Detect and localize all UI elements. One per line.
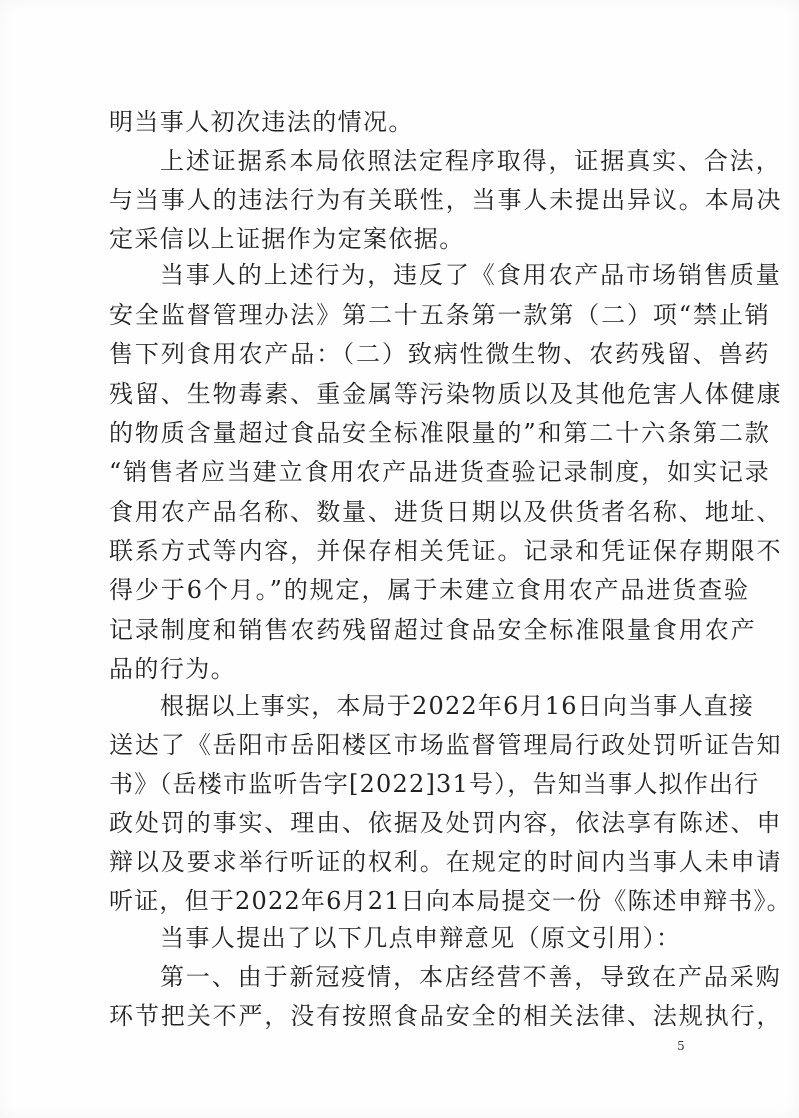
document-text-line-12: 联系方式等内容，并保存相关凭证。记录和凭证保存期限不	[109, 537, 783, 565]
document-text-line-09: 的物质含量超过食品安全标准限量的”和第二十六条第二款	[109, 419, 771, 447]
document-line-24	[0, 996, 799, 1036]
document-line-07	[0, 334, 799, 374]
document-line-15	[0, 649, 799, 689]
document-line-13	[0, 570, 799, 610]
document-text-line-17: 送达了《岳阳市岳阳楼区市场监督管理局行政处罚听证告知	[109, 731, 783, 759]
document-line-08	[0, 374, 799, 414]
document-text-line-07: 售下列食用农产品：（二）致病性微生物、农药残留、兽药	[109, 340, 771, 368]
document-line-22	[0, 918, 799, 958]
document-line-21	[0, 881, 799, 921]
document-text-line-18: 书》（岳楼市监听告字[2022]31号），告知当事人拟作出行	[109, 770, 760, 798]
document-line-03	[0, 180, 799, 220]
document-text-line-13: 得少于6个月。”的规定，属于未建立食用农产品进货查验	[109, 576, 750, 604]
document-text-line-20: 辩以及要求举行听证的权利。在规定的时间内当事人未申请	[109, 848, 783, 876]
document-text-line-21: 听证，但于2022年6月21日向本局提交一份《陈述申辩书》。	[109, 887, 792, 915]
document-text-line-14: 记录制度和销售农药残留超过食品安全标准限量食用农产	[109, 616, 757, 644]
document-text-line-22: 当事人提出了以下几点申辩意见（原文引用）：	[160, 924, 682, 952]
document-line-11	[0, 492, 799, 532]
document-line-23	[0, 957, 799, 997]
document-line-14	[0, 610, 799, 650]
document-text-line-11: 食用农产品名称、数量、进货日期以及供货者名称、地址、	[109, 498, 783, 526]
document-text-line-08: 残留、生物毒素、重金属等污染物质以及其他危害人体健康	[109, 380, 783, 408]
document-line-02	[0, 141, 799, 181]
document-line-09	[0, 413, 799, 453]
document-line-17	[0, 725, 799, 765]
document-line-16	[0, 686, 799, 726]
document-line-18	[0, 764, 799, 804]
document-line-20	[0, 842, 799, 882]
document-line-01	[0, 102, 799, 142]
document-text-line-19: 政处罚的事实、理由、依据及处罚内容，依法享有陈述、申	[109, 809, 783, 837]
document-text-line-06: 安全监督管理办法》第二十五条第一款第（二）项“禁止销	[109, 301, 771, 329]
document-text-line-04: 定采信以上证据作为定案依据。	[109, 225, 465, 253]
document-text-line-23: 第一、由于新冠疫情，本店经营不善，导致在产品采购	[160, 963, 782, 991]
page-number: 5	[677, 1039, 685, 1053]
document-text-line-03: 与当事人的违法行为有关联性，当事人未提出异议。本局决	[109, 186, 783, 214]
document-text-line-10: “销售者应当建立食用农产品进货查验记录制度，如实记录	[109, 458, 771, 486]
document-text-line-01: 明当事人初次违法的情况。	[109, 108, 414, 136]
document-text-line-15: 品的行为。	[109, 655, 236, 683]
document-text-line-16: 根据以上事实，本局于2022年6月16日向当事人直接	[160, 692, 755, 720]
document-line-04	[0, 219, 799, 259]
document-line-19	[0, 803, 799, 843]
document-text-line-24: 环节把关不严，没有按照食品安全的相关法律、法规执行，	[109, 1002, 783, 1030]
document-line-12	[0, 531, 799, 571]
document-line-06	[0, 295, 799, 335]
document-line-05	[0, 255, 799, 295]
document-line-10	[0, 452, 799, 492]
document-text-line-02: 上述证据系本局依照法定程序取得，证据真实、合法，	[160, 147, 782, 175]
document-text-line-05: 当事人的上述行为，违反了《食用农产品市场销售质量	[160, 261, 782, 289]
